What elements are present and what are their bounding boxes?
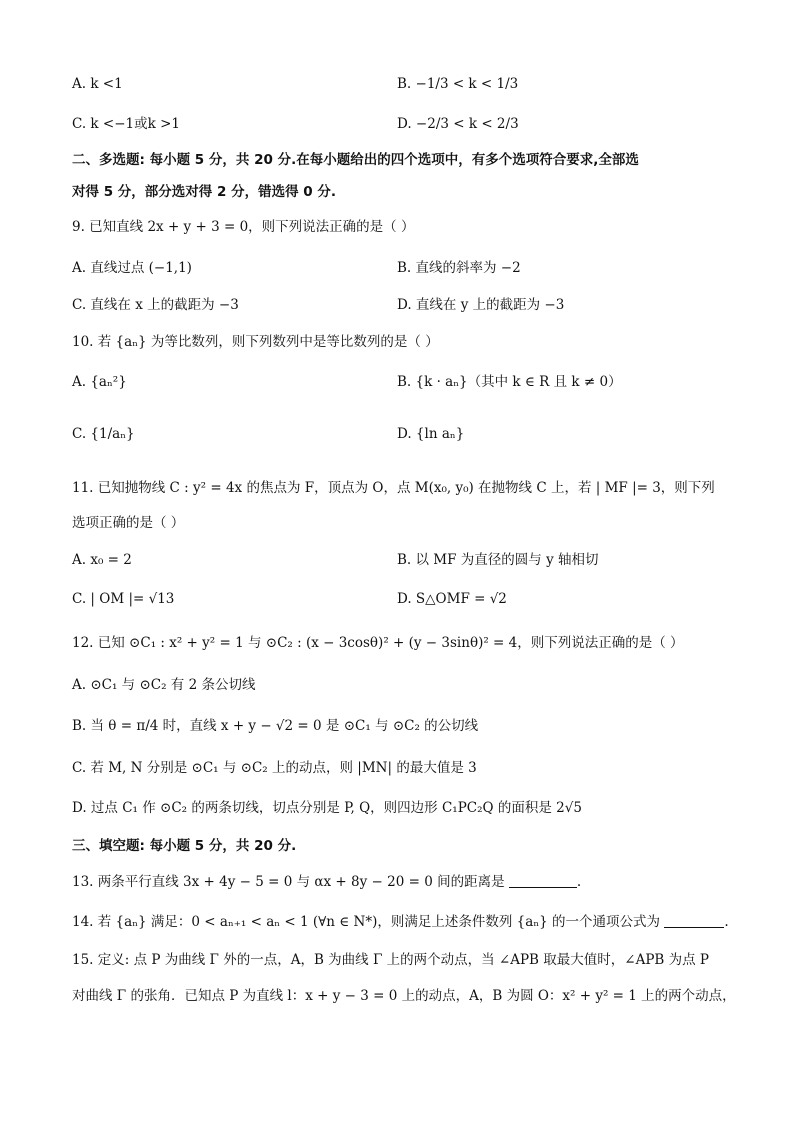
q13-answer-blank[interactable] [509,873,577,888]
section3-heading: 三、填空题: 每小题 5 分，共 20 分. [72,838,297,854]
q12-option-c: C. 若 M, N 分别是 ⊙C₁ 与 ⊙C₂ 上的动点，则 |MN| 的最大值是 3 [72,760,477,776]
q13-period: . [576,874,582,890]
q8-option-c: C. k <−1或k >1 [72,116,180,132]
q15-line1: 15. 定义: 点 P 为曲线 Γ 外的一点，A，B 为曲线 Γ 上的两个动点，当 ∠APB 取最大值时，∠APB 为点 P [72,952,710,968]
q15-line2: 对曲线 Γ 的张角．已知点 P 为直线 l：x + y − 3 = 0 上的动点，A，B 为圆 O：x² + y² = 1 上的两个动点， [72,988,736,1004]
q11-option-b: B. 以 MF 为直径的圆与 y 轴相切 [397,552,599,568]
q14-period: . [724,914,729,930]
q10-option-a: A. {aₙ²} [72,374,127,390]
q10-option-c: C. {1/aₙ} [72,426,135,442]
q11-stem-line2: 选项正确的是（ ） [72,515,185,531]
q9-option-c: C. 直线在 x 上的截距为 −3 [72,297,239,313]
q11-option-c: C. | OM |= √13 [72,591,175,607]
q14-answer-blank[interactable] [664,913,724,928]
q9-stem: 9. 已知直线 2x + y + 3 = 0，则下列说法正确的是（ ） [72,219,415,235]
q13-line [72,872,581,892]
q12-option-a: A. ⊙C₁ 与 ⊙C₂ 有 2 条公切线 [72,677,256,693]
q9-option-d: D. 直线在 y 上的截距为 −3 [397,297,565,313]
section2-heading-line2: 对得 5 分，部分选对得 2 分，错选得 0 分. [72,184,337,200]
q14-text: 14. 若 {aₙ} 满足：0 < aₙ₊₁ < aₙ < 1 (∀n ∈ N*)，则满足上述条件数列 {aₙ} 的一个通项公式为 [72,914,661,930]
q8-option-d: D. −2/3 < k < 2/3 [397,116,519,132]
q12-stem: 12. 已知 ⊙C₁ : x² + y² = 1 与 ⊙C₂ : (x − 3cosθ)² + (y − 3sinθ)² = 4，则下列说法正确的是（ ） [72,635,684,651]
q8-option-b: B. −1/3 < k < 1/3 [397,76,519,92]
q11-option-a: A. x₀ = 2 [72,552,132,568]
q10-option-b: B. {k · aₙ}（其中 k ∈ R 且 k ≠ 0） [397,374,622,390]
q10-option-d: D. {ln aₙ} [397,426,465,442]
q9-option-a: A. 直线过点 (−1,1) [72,260,192,276]
q10-stem: 10. 若 {aₙ} 为等比数列，则下列数列中是等比数列的是（ ） [72,334,439,350]
section2-heading-line1: 二、多选题: 每小题 5 分，共 20 分.在每小题给出的四个选项中，有多个选项符合要求,全部选 [72,152,639,168]
q12-option-d: D. 过点 C₁ 作 ⊙C₂ 的两条切线，切点分别是 P, Q，则四边形 C₁PC₂Q 的面积是 2√5 [72,800,582,816]
q11-option-d: D. S△OMF = √2 [397,591,507,607]
q11-stem-line1: 11. 已知抛物线 C : y² = 4x 的焦点为 F，顶点为 O，点 M(x₀, y₀) 在抛物线 C 上，若 | MF |= 3，则下列 [72,480,715,496]
q12-option-b: B. 当 θ = π/4 时，直线 x + y − √2 = 0 是 ⊙C₁ 与 ⊙C₂ 的公切线 [72,718,479,734]
q8-option-a: A. k <1 [72,76,123,92]
q13-text: 13. 两条平行直线 3x + 4y − 5 = 0 与 αx + 8y − 20 = 0 间的距离是 [72,874,505,890]
q9-option-b: B. 直线的斜率为 −2 [397,260,521,276]
q14-line [72,912,729,932]
